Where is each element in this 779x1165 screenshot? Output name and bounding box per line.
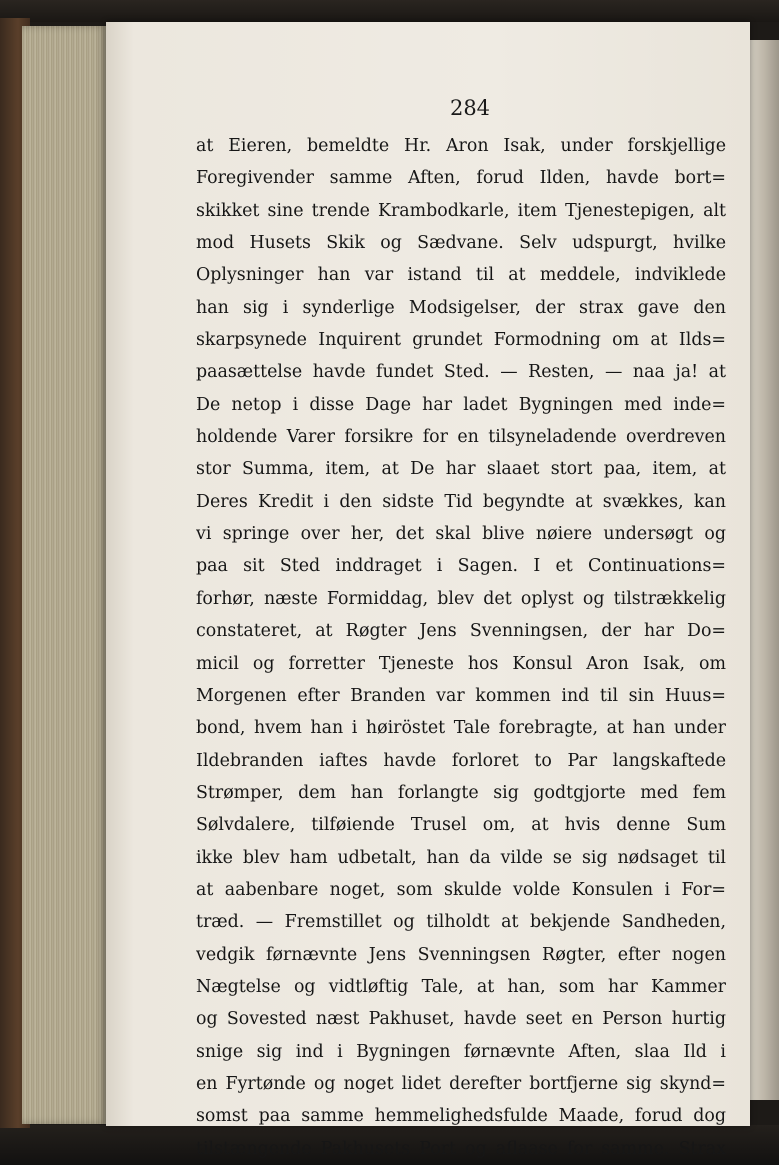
text-line: at Eieren, bemeldte Hr. Aron Isak, under forskjellige: [196, 136, 726, 156]
text-line: holdende Varer forsikre for en tilsyneladende overdreven: [196, 427, 726, 448]
text-line: Strømper, dem han forlangte sig godtgjorte med fem: [196, 782, 726, 803]
body-text: [196, 130, 726, 1165]
text-line: skarpsynede Inquirent grundet Formodning om at Ilds=: [196, 330, 726, 351]
text-line: Foregivender samme Aften, forud Ilden, havde bort=: [196, 168, 726, 189]
text-line: træd. — Fremstillet og tilholdt at bekjende Sandheden,: [196, 912, 726, 933]
text-line: Deres Kredit i den sidste Tid begyndte at svækkes, kan: [196, 491, 726, 512]
text-line: stor Summa, item, at De har slaaet stort paa, item, at: [196, 459, 726, 480]
text-line: vi springe over her, det skal blive nøiere undersøgt og: [196, 524, 726, 545]
facing-page-edge: [750, 40, 779, 1100]
text-line: Nægtelse og vidtløftig Tale, at han, som har Kammer: [196, 976, 726, 997]
backdrop-top: [0, 0, 779, 22]
text-line: constateret, at Røgter Jens Svenningsen, der har Do=: [196, 621, 726, 642]
text-line: mod Husets Skik og Sædvane. Selv udspurgt, hvilke: [196, 233, 726, 254]
text-line: at aabenbare noget, som skulde volde Konsulen i For=: [196, 879, 726, 900]
text-line: snige sig ind i Bygningen førnævnte Aften, slaa Ild i: [196, 1041, 726, 1062]
text-line: Oplysninger han var istand til at meddele, indviklede: [196, 265, 726, 286]
text-line: skikket sine trende Krambodkarle, item Tjenestepigen, alt: [196, 200, 726, 221]
text-line: paa sit Sted inddraget i Sagen. I et Continuations=: [196, 556, 726, 577]
text-line: og Sovested næst Pakhuset, havde seet en Person hurtig: [196, 1009, 726, 1030]
text-line: Ildebranden iaftes havde forloret to Par langskaftede: [196, 750, 726, 771]
text-line: han sig i synderlige Modsigelser, der strax gave den: [196, 297, 726, 318]
text-line: ikke blev ham udbetalt, han da vilde se sig nødsaget til: [196, 847, 726, 868]
text-line: micil og forretter Tjeneste hos Konsul Aron Isak, om: [196, 653, 726, 674]
text-line: paasættelse havde fundet Sted. — Resten, — naa ja! at: [196, 362, 726, 383]
text-line: Sølvdalere, tilføiende Trusel om, at hvis denne Sum: [196, 815, 726, 836]
text-line: somst paa samme hemmelighedsfulde Maade, forud dog: [196, 1106, 726, 1127]
text-line: tilstængende Pakhusets Port og aflaase for samme. Strax: [196, 1138, 726, 1159]
text-line: De netop i disse Dage har ladet Bygningen med inde=: [196, 394, 726, 415]
text-line: Morgenen efter Branden var kommen ind til sin Huus=: [196, 685, 726, 706]
text-line: forhør, næste Formiddag, blev det oplyst og tilstrækkelig: [196, 588, 726, 609]
page-stack-edges: [22, 26, 108, 1124]
text-line: en Fyrtønde og noget lidet derefter bortfjerne sig skynd=: [196, 1073, 726, 1094]
text-line: bond, hvem han i høiröstet Tale forebragte, at han under: [196, 718, 726, 739]
text-line: vedgik førnævnte Jens Svenningsen Røgter, efter nogen: [196, 944, 726, 965]
page-number: 284: [449, 96, 491, 120]
